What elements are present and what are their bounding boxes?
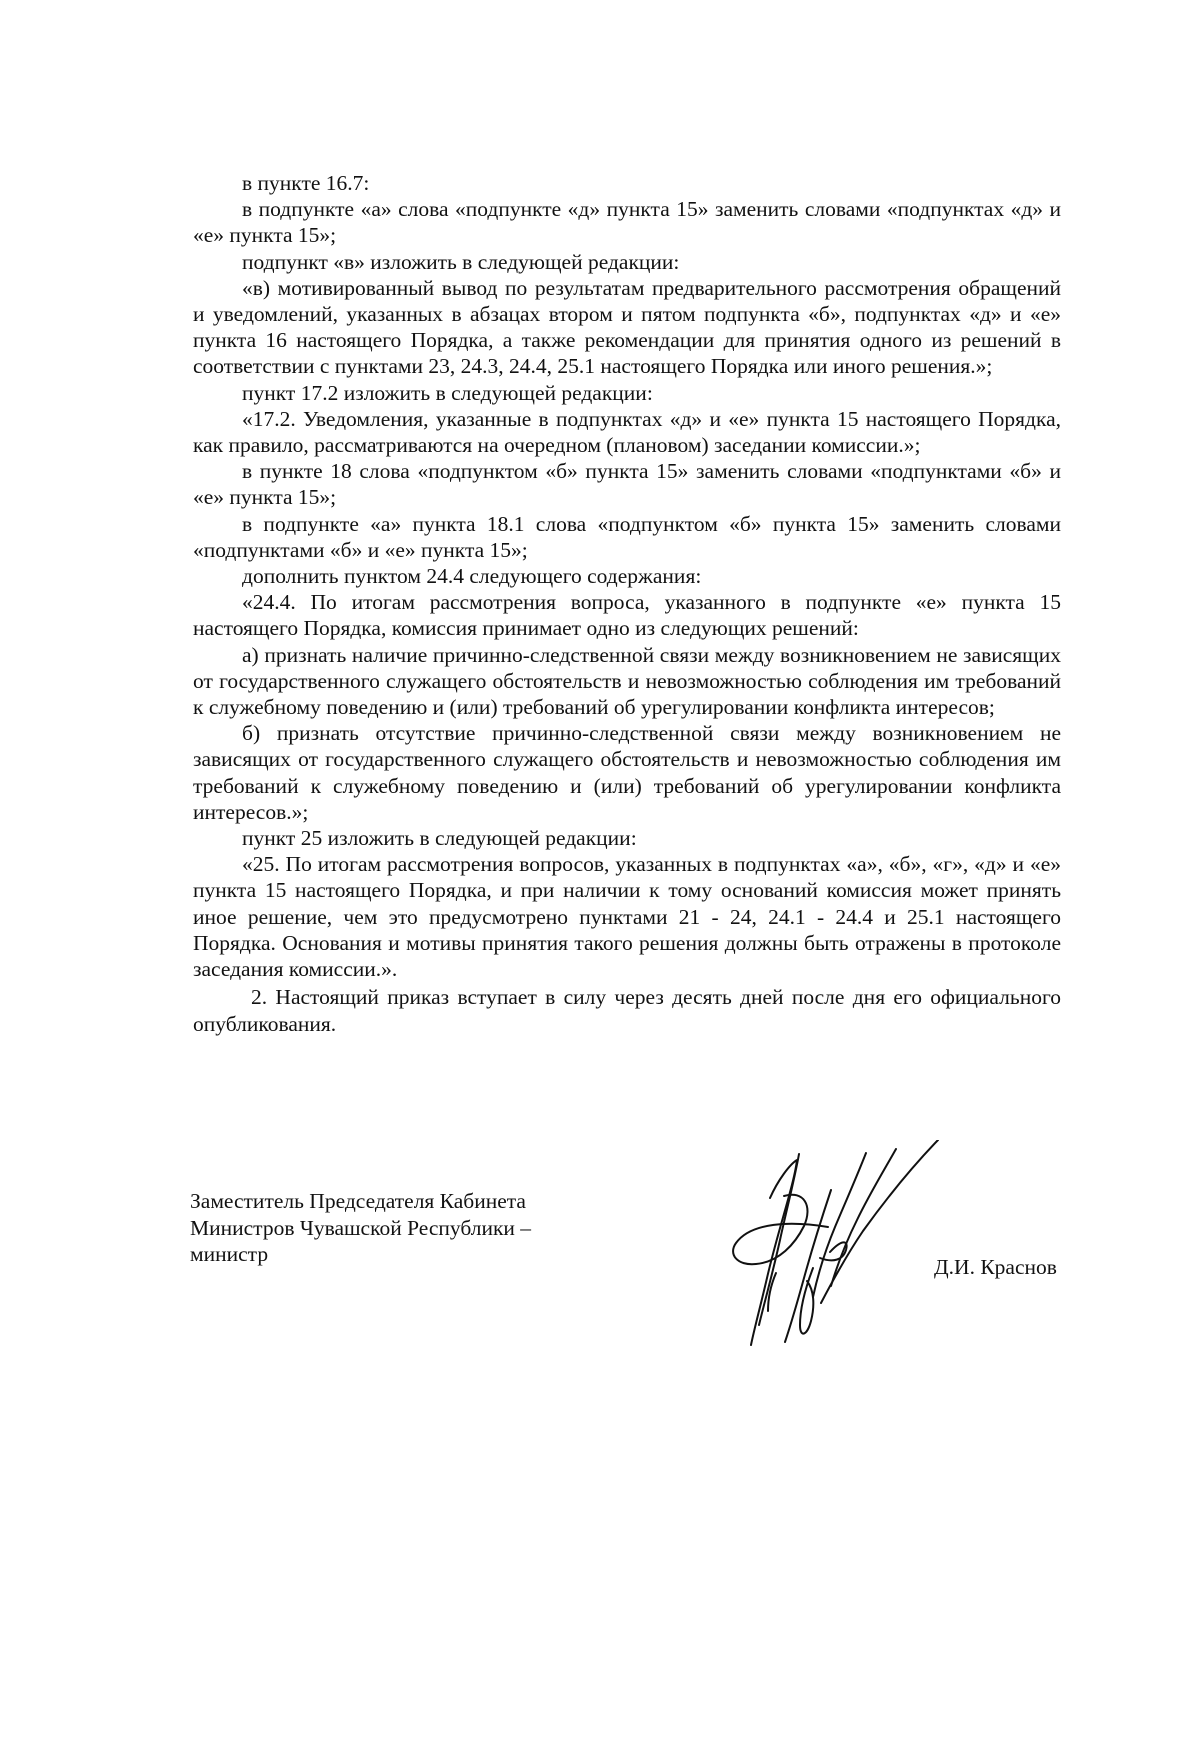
amendment-point-24-4-intro: дополнить пунктом 24.4 следующего содержания: <box>242 564 702 589</box>
amendment-point-24-4-text: «24.4. По итогам рассмотрения вопроса, указанного в подпункте «е» пункта 15 настоящего Порядка, комиссия принимает одно из следующих решений: <box>193 590 1061 641</box>
amendment-point-25-intro: пункт 25 изложить в следующей редакции: <box>242 826 637 851</box>
signatory-position <box>190 1188 610 1268</box>
signatory-position-line: Заместитель Председателя Кабинета <box>190 1189 526 1213</box>
decision-option-a: а) признать наличие причинно-следственной связи между возникновением не зависящих от государственного служащего обстоятельств и невозможностью соблюдения им требований к служебному поведению и (или) требований об урегулировании конфликта интересов; <box>193 642 1061 720</box>
amendment-subpoint-v-text: «в) мотивированный вывод по результатам предварительного рассмотрения обращений и уведомлений, указанных в абзацах втором и пятом подпункта «б», подпунктах «д» и «е» пункта 16 настоящего Порядка, а также рекомендации для принятия одного из решений в соответствии с пунктами 23, 24.3, 24.4, 25.1 настоящего Порядка или иного решения.»; <box>193 275 1061 379</box>
amendment-point-18: в пункте 18 слова «подпунктом «б» пункта 15» заменить словами «подпунктами «б» и «е» пункта 15»; <box>193 459 1061 510</box>
amendment-subpoint-v-intro: подпункт «в» изложить в следующей редакции: <box>242 249 680 274</box>
amendment-point-18-1: в подпункте «а» пункта 18.1 слова «подпунктом «б» пункта 15» заменить словами «подпунктами «б» и «е» пункта 15»; <box>193 511 1061 562</box>
amendment-point-17-2-text: «17.2. Уведомления, указанные в подпунктах «д» и «е» пункта 15 настоящего Порядка, как правило, рассматриваются на очередном (плановом) заседании комиссии.»; <box>193 406 1061 458</box>
amendment-point-17-2-intro: пункт 17.2 изложить в следующей редакции: <box>242 380 653 405</box>
decision-option-b: б) признать отсутствие причинно-следственной связи между возникновением не зависящих от государственного служащего обстоятельств и невозможностью соблюдения им требований к служебному поведению и (или) требований об урегулировании конфликта интересов.»; <box>193 721 1061 824</box>
signatory-position-line: Министров Чувашской Республики – <box>190 1215 532 1240</box>
effective-date-clause: 2. Настоящий приказ вступает в силу через десять дней после дня его официального опубликования. <box>193 985 1061 1036</box>
signatory-position-line: министр <box>190 1242 269 1266</box>
amendment-point-25-text: «25. По итогам рассмотрения вопросов, указанных в подпунктах «а», «б», «г», «д» и «е» пункта 15 настоящего Порядка, и при наличии к тому оснований комиссия может принять иное решение, чем это предусмотрено пунктами 21 - 24, 24.1 - 24.4 и 25.1 настоящего Порядка. Основания и мотивы принятия такого решения должны быть отражены в протоколе заседания комиссии.». <box>193 852 1061 982</box>
handwritten-signature <box>712 1140 952 1355</box>
amendment-subpoint-a: в подпункте «а» слова «подпункте «д» пункта 15» заменить словами «подпунктах «д» и «е» пункта 15»; <box>193 197 1061 248</box>
signatory-name: Д.И. Краснов <box>934 1255 1057 1279</box>
amendment-point-16-7: в пункте 16.7: <box>242 171 370 195</box>
